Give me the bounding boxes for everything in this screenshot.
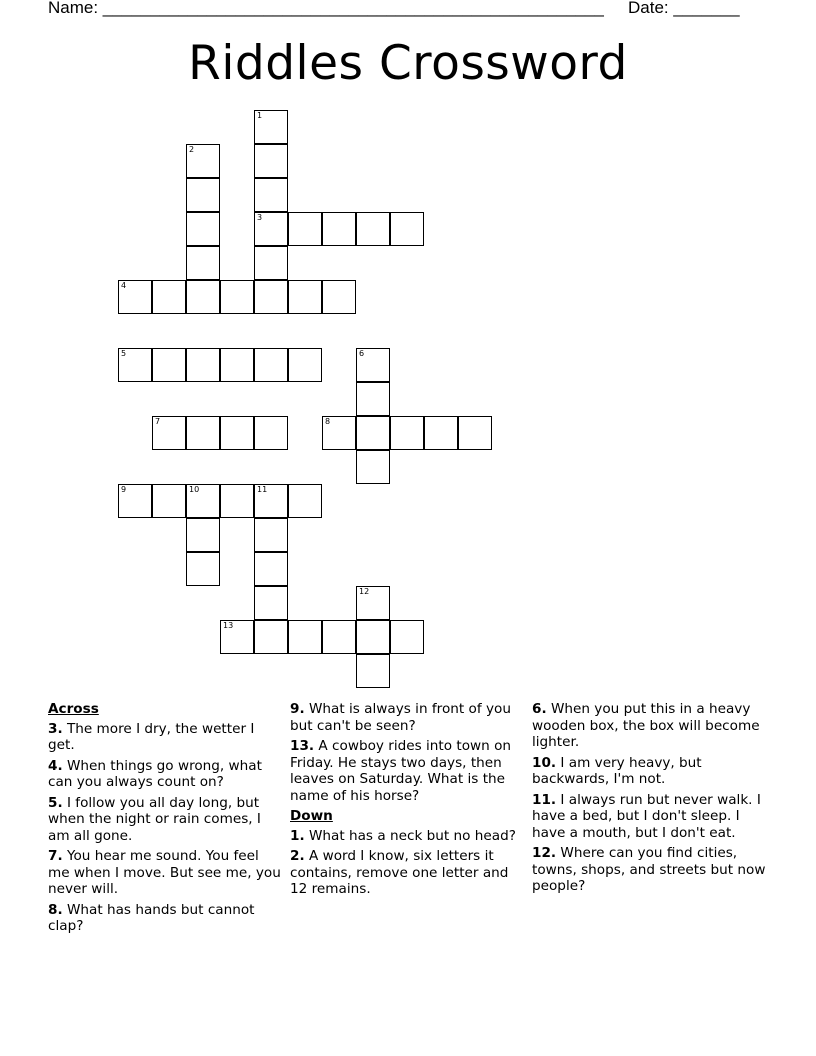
cell-number: 2 [189, 145, 195, 154]
clue-text: What has hands but cannot clap? [48, 901, 255, 934]
clue-text: When you put this in a heavy wooden box, the box will become lighter. [532, 701, 760, 750]
clue-number: 5. [48, 794, 63, 811]
clue-item [290, 701, 526, 734]
clue-item [290, 738, 526, 804]
crossword-cell[interactable] [322, 620, 356, 654]
crossword-cell[interactable] [186, 416, 220, 450]
crossword-cell[interactable] [254, 484, 288, 518]
clue-text: A cowboy rides into town on Friday. He stays two days, then leaves on Saturday. What is the name of his horse? [290, 738, 512, 804]
crossword-cell[interactable] [356, 212, 390, 246]
clue-number: 1. [290, 827, 305, 844]
clue-item [532, 792, 768, 842]
crossword-cell[interactable] [186, 212, 220, 246]
crossword-cell[interactable] [288, 212, 322, 246]
clue-text: What has a neck but no head? [308, 827, 516, 844]
crossword-cell[interactable] [118, 348, 152, 382]
crossword-cell[interactable] [356, 450, 390, 484]
clue-item [48, 795, 284, 845]
crossword-cell[interactable] [390, 416, 424, 450]
clue-number: 6. [532, 701, 547, 717]
clue-number: 3. [48, 720, 63, 737]
crossword-cell[interactable] [186, 280, 220, 314]
crossword-cell[interactable] [254, 348, 288, 382]
crossword-cell[interactable] [152, 280, 186, 314]
clue-number: 7. [48, 848, 63, 864]
across-heading: Across [48, 701, 99, 717]
crossword-cell[interactable] [186, 484, 220, 518]
crossword-cell[interactable] [322, 416, 356, 450]
crossword-cell[interactable] [186, 518, 220, 552]
clue-text: I follow you all day long, but when the night or rain comes, I am all gone. [48, 794, 261, 844]
crossword-cell[interactable] [288, 280, 322, 314]
crossword-cell[interactable] [288, 348, 322, 382]
crossword-cell[interactable] [356, 620, 390, 654]
clue-number: 9. [290, 701, 305, 717]
cell-number: 3 [257, 213, 263, 222]
down-heading: Down [290, 808, 333, 824]
crossword-cell[interactable] [186, 144, 220, 178]
crossword-cell[interactable] [322, 280, 356, 314]
header [48, 0, 756, 18]
name-field[interactable]: Name: _____________________________________________________ [48, 0, 604, 17]
crossword-cell[interactable] [186, 348, 220, 382]
crossword-cell[interactable] [356, 348, 390, 382]
clue-text: A word I know, six letters it contains, remove one letter and 12 remains. [290, 848, 509, 897]
clue-item [48, 721, 284, 754]
across-clue-list [48, 721, 284, 935]
clue-number: 10. [532, 754, 557, 771]
cell-number: 4 [121, 281, 127, 290]
clue-item [48, 848, 284, 898]
clue-text: I always run but never walk. I have a bed, but I don't sleep. I have a mouth, but I don't eat. [532, 791, 761, 841]
crossword-cell[interactable] [220, 484, 254, 518]
down-clue-list [290, 828, 526, 898]
crossword-cell[interactable] [254, 110, 288, 144]
down-clue-list [532, 701, 768, 895]
clue-text: The more I dry, the wetter I get. [48, 720, 255, 753]
clues-column-1 [48, 701, 284, 939]
crossword-cell[interactable] [254, 620, 288, 654]
crossword-cell[interactable] [152, 484, 186, 518]
cell-number: 9 [121, 485, 127, 494]
cell-number: 12 [359, 587, 370, 596]
crossword-cell[interactable] [424, 416, 458, 450]
crossword-cell[interactable] [220, 280, 254, 314]
clue-item [290, 848, 526, 898]
cell-number: 8 [325, 417, 331, 426]
clue-number: 11. [532, 791, 557, 808]
crossword-cell[interactable] [186, 552, 220, 586]
cell-number: 13 [223, 621, 234, 630]
clue-item [532, 701, 768, 751]
crossword-cell[interactable] [254, 144, 288, 178]
crossword-cell[interactable] [254, 280, 288, 314]
crossword-cell[interactable] [186, 246, 220, 280]
clue-number: 12. [532, 845, 557, 861]
crossword-cell[interactable] [118, 484, 152, 518]
crossword-cell[interactable] [322, 212, 356, 246]
cell-number: 7 [155, 417, 161, 426]
crossword-cell[interactable] [220, 348, 254, 382]
across-clue-list [290, 701, 526, 804]
crossword-cell[interactable] [458, 416, 492, 450]
clue-text: What is always in front of you but can't be seen? [290, 701, 511, 734]
crossword-cell[interactable] [220, 416, 254, 450]
crossword-cell[interactable] [152, 416, 186, 450]
clue-item [532, 845, 768, 895]
crossword-cell[interactable] [288, 484, 322, 518]
crossword-cell[interactable] [254, 178, 288, 212]
clue-text: When things go wrong, what can you always count on? [48, 757, 262, 790]
crossword-cell[interactable] [254, 416, 288, 450]
crossword-cell[interactable] [254, 518, 288, 552]
clue-number: 2. [290, 848, 305, 864]
crossword-cell[interactable] [118, 280, 152, 314]
cell-number: 5 [121, 349, 127, 358]
crossword-cell[interactable] [254, 586, 288, 620]
clue-text: I am very heavy, but backwards, I'm not. [532, 754, 702, 787]
clues-column-2 [290, 701, 526, 902]
crossword-cell[interactable] [390, 212, 424, 246]
page-title: Riddles Crossword [188, 36, 628, 91]
crossword-cell[interactable] [254, 246, 288, 280]
clues-column-3 [532, 701, 768, 899]
crossword-cell[interactable] [186, 178, 220, 212]
clue-item [290, 828, 526, 845]
clue-item [48, 902, 284, 935]
crossword-cell[interactable] [356, 654, 390, 688]
crossword-cell[interactable] [356, 416, 390, 450]
crossword-cell[interactable] [356, 382, 390, 416]
clue-item [48, 758, 284, 791]
crossword-cell[interactable] [254, 212, 288, 246]
date-field[interactable]: Date: _______ [628, 0, 740, 17]
clue-text: You hear me sound. You feel me when I move. But see me, you never will. [48, 848, 281, 897]
clue-number: 13. [290, 738, 315, 754]
clue-number: 4. [48, 757, 63, 774]
cell-number: 6 [359, 349, 365, 358]
cell-number: 10 [189, 485, 200, 494]
crossword-cell[interactable] [288, 620, 322, 654]
cell-number: 11 [257, 485, 268, 494]
crossword-cell[interactable] [254, 552, 288, 586]
clue-text: Where can you find cities, towns, shops, and streets but now people? [532, 845, 766, 894]
crossword-cell[interactable] [390, 620, 424, 654]
clue-item [532, 755, 768, 788]
clue-number: 8. [48, 901, 63, 918]
crossword-cell[interactable] [220, 620, 254, 654]
crossword-cell[interactable] [356, 586, 390, 620]
cell-number: 1 [257, 111, 263, 120]
crossword-cell[interactable] [152, 348, 186, 382]
